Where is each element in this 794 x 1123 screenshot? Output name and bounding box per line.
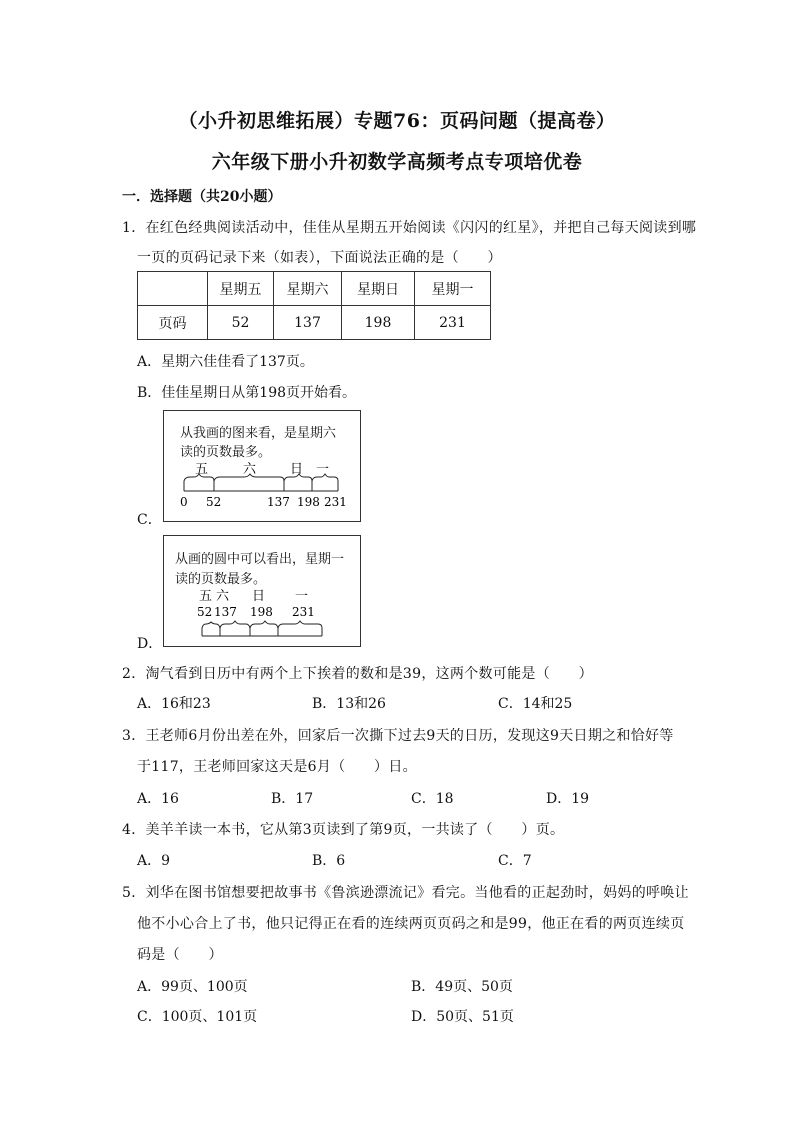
q3-option-c[interactable]: C．18 <box>411 791 454 807</box>
option-d-num-137: 137 <box>214 605 237 619</box>
table-row-label: 页码 <box>138 306 208 340</box>
table-header-row <box>138 272 491 306</box>
question-2: 2．淘气看到日历中有两个上下挨着的数和是39，这两个数可能是（ ） <box>122 666 593 682</box>
q5-option-d[interactable]: D．50页、51页 <box>411 1009 514 1025</box>
question-4: 4．美羊羊读一本书，它从第3页读到了第9页，一共读了（ ）页。 <box>122 822 565 838</box>
q3-option-a[interactable]: A．16 <box>137 791 179 807</box>
option-d-num-52: 52 <box>197 605 213 619</box>
question-5-line-1: 5．刘华在图书馆想要把故事书《鲁滨逊漂流记》看完。当他看的正起劲时，妈妈的呼唤让 <box>122 885 689 901</box>
table-header-fri: 星期五 <box>208 272 274 306</box>
option-d-day-fri: 五 <box>199 589 213 604</box>
page-number-table <box>137 271 491 340</box>
question-5-line-3: 码是（ ） <box>137 947 223 963</box>
question-1-line-2: 一页的页码记录下来（如表），下面说法正确的是（ ） <box>137 250 502 266</box>
q3-option-d[interactable]: D．19 <box>546 791 590 807</box>
table-row <box>138 306 491 340</box>
brace-d-fri <box>202 622 220 636</box>
table-cell-sun: 198 <box>342 306 415 340</box>
q1-option-c-figure <box>163 410 361 522</box>
option-c-num-0: 0 <box>180 495 188 509</box>
table-header-sun: 星期日 <box>342 272 415 306</box>
question-5-line-2: 他不小心合上了书，他只记得正在看的连续两页页码之和是99，他正在看的两页连续页 <box>137 916 685 932</box>
table-header-sat: 星期六 <box>274 272 342 306</box>
question-3-line-1: 3．王老师6月份出差在外，回家后一次撕下过去9天的日历，发现这9天日期之和恰好等 <box>122 728 674 744</box>
option-d-num-198: 198 <box>250 605 273 619</box>
q3-option-b[interactable]: B．17 <box>271 791 314 807</box>
q2-option-a[interactable]: A．16和23 <box>137 696 211 712</box>
option-d-caption-2: 读的页数最多。 <box>175 572 267 587</box>
option-c-caption-2: 读的页数最多。 <box>180 445 272 460</box>
q4-option-a[interactable]: A．9 <box>137 853 171 869</box>
q5-option-b[interactable]: B．49页、50页 <box>411 979 513 995</box>
option-d-day-sat: 六 <box>216 589 230 604</box>
option-c-caption-1: 从我画的图来看，是星期六 <box>180 426 337 441</box>
brace-d-mon <box>278 621 322 636</box>
page-title: （小升初思维拓展）专题76：页码问题（提高卷） <box>178 110 616 132</box>
q1-option-b[interactable]: B．佳佳星期日从第198页开始看。 <box>137 385 357 401</box>
q1-option-a[interactable]: A．星期六佳佳看了137页。 <box>137 354 314 370</box>
table-cell-mon: 231 <box>415 306 491 340</box>
table-cell-sat: 137 <box>274 306 342 340</box>
q1-option-c[interactable]: C． <box>137 512 162 528</box>
option-c-day-fri: 五 <box>195 462 209 477</box>
q5-option-a[interactable]: A．99页、100页 <box>137 979 248 995</box>
option-c-day-mon: 一 <box>316 462 330 477</box>
q1-option-d-figure <box>163 535 361 647</box>
table-cell-fri: 52 <box>208 306 274 340</box>
option-d-number-line <box>164 536 360 646</box>
option-c-num-231: 231 <box>324 495 347 509</box>
q2-option-b[interactable]: B．13和26 <box>312 696 386 712</box>
option-c-num-52: 52 <box>206 495 222 509</box>
question-1-line-1: 1．在红色经典阅读活动中，佳佳从星期五开始阅读《闪闪的红星》，并把自己每天阅读到哪 <box>122 220 697 236</box>
q4-option-b[interactable]: B．6 <box>312 853 346 869</box>
q1-option-d[interactable]: D． <box>137 636 163 652</box>
option-d-caption-1: 从画的圆中可以看出，星期一 <box>175 552 345 567</box>
option-d-day-sun: 日 <box>252 589 266 604</box>
option-c-num-137: 137 <box>267 495 290 509</box>
option-c-number-line <box>164 411 360 521</box>
q5-option-c[interactable]: C．100页、101页 <box>137 1009 258 1025</box>
page-subtitle: 六年级下册小升初数学高频考点专项培优卷 <box>211 151 583 173</box>
option-d-num-231: 231 <box>292 605 315 619</box>
section-heading: 一．选择题（共20小题） <box>122 189 282 205</box>
option-c-day-sat: 六 <box>243 462 257 477</box>
option-c-day-sun: 日 <box>290 462 304 477</box>
question-3-line-2: 于117，王老师回家这天是6月（ ）日。 <box>137 759 417 775</box>
q4-option-c[interactable]: C．7 <box>498 853 532 869</box>
brace-d-sun <box>250 621 278 636</box>
brace-d-sat <box>220 621 250 636</box>
q2-option-c[interactable]: C．14和25 <box>498 696 573 712</box>
table-header-empty <box>138 272 208 306</box>
table-header-mon: 星期一 <box>415 272 491 306</box>
option-d-day-mon: 一 <box>295 589 309 604</box>
option-c-num-198: 198 <box>297 495 320 509</box>
